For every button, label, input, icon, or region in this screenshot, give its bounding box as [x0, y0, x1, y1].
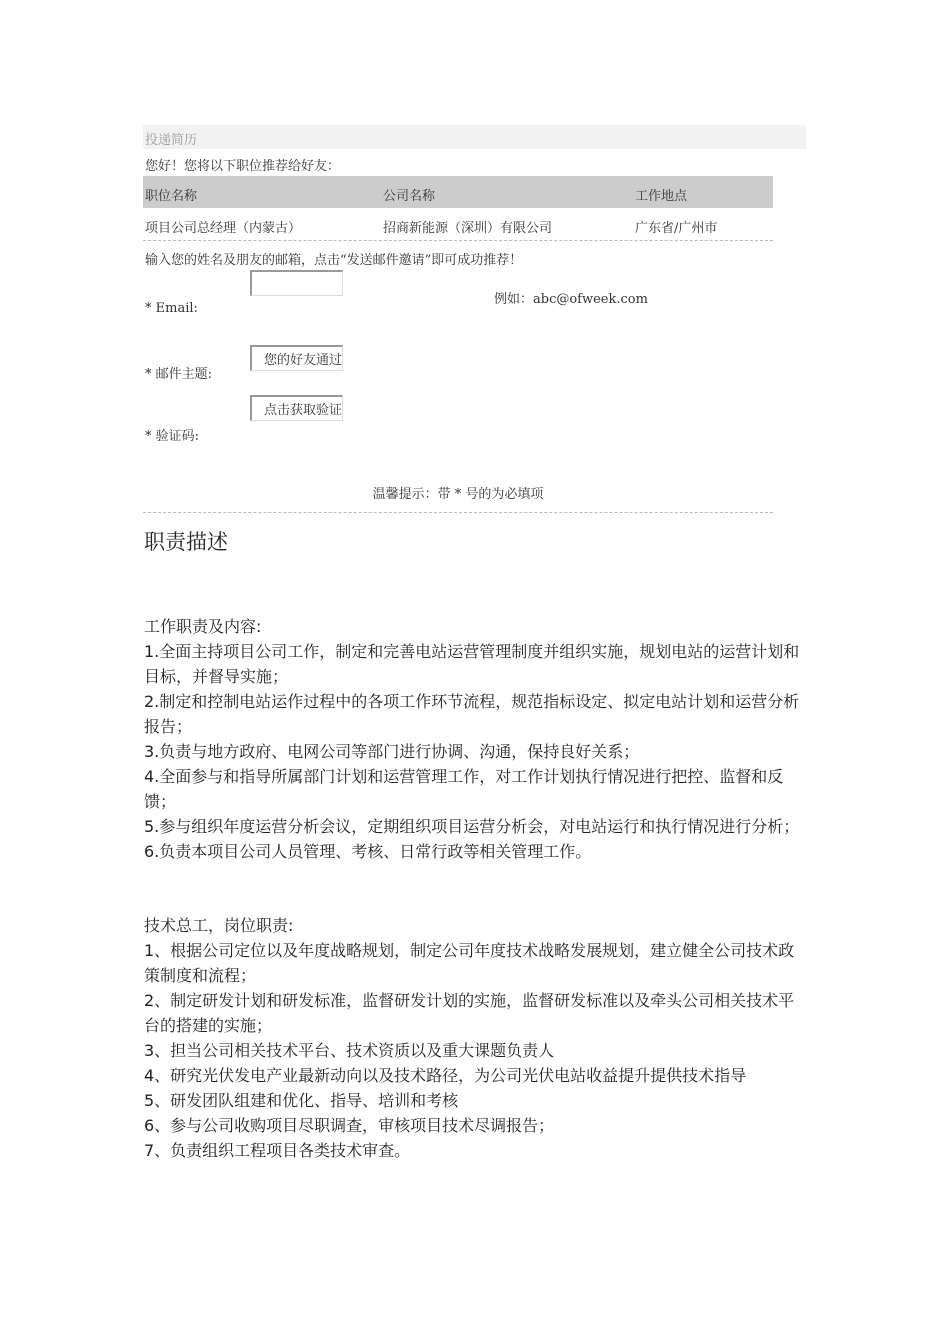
section-title: 职责描述: [144, 530, 228, 554]
table-header-row: [143, 176, 773, 208]
list-item: 7、负责组织工程项目各类技术审查。: [144, 1141, 411, 1160]
subject-input[interactable]: 您的好友通过: [250, 345, 343, 371]
email-label: * Email:: [145, 301, 198, 316]
cell-job-title: 项目公司总经理（内蒙古）: [145, 221, 302, 236]
captcha-input[interactable]: 点击获取验证: [250, 395, 343, 421]
list-item: 2.制定和控制电站运作过程中的各项工作环节流程，规范指标设定、拟定电站计划和运营分析报告；: [144, 692, 800, 736]
header-title: 投递简历: [145, 133, 198, 148]
list-item: 5.参与组织年度运营分析会议，定期组织项目运营分析会，对电站运行和执行情况进行分析；: [144, 817, 800, 836]
list-item: 2、制定研发计划和研发标准，监督研发计划的实施，监督研发标准以及牵头公司相关技术平台的搭建的实施；: [144, 991, 795, 1035]
tech-section: [144, 913, 804, 1163]
list-item: 6.负责本项目公司人员管理、考核、日常行政等相关管理工作。: [144, 842, 592, 861]
required-reminder: 温馨提示：带 * 号的为必填项: [372, 487, 544, 502]
list-item: 4、研究光伏发电产业最新动向以及技术路径，为公司光伏电站收益提升提供技术指导: [144, 1066, 747, 1085]
list-item: 5、研发团队组建和优化、指导、培训和考核: [144, 1091, 459, 1110]
cell-location: 广东省/广州市: [635, 221, 718, 236]
duties-heading: 工作职责及内容:: [144, 617, 262, 636]
job-table: [143, 176, 773, 241]
divider: [143, 512, 773, 513]
divider: [143, 240, 773, 241]
header-bar: [143, 125, 806, 149]
list-item: 1、根据公司定位以及年度战略规划，制定公司年度技术战略发展规划，建立健全公司技术政策制度和流程；: [144, 941, 795, 985]
email-input[interactable]: [250, 270, 343, 296]
list-item: 6、参与公司收购项目尽职调查，审核项目技术尽调报告；: [144, 1116, 555, 1135]
email-example: 例如：abc@ofweek.com: [494, 292, 648, 307]
instruction-text: 输入您的姓名及朋友的邮箱，点击“发送邮件邀请”即可成功推荐！: [145, 253, 523, 268]
list-item: 1.全面主持项目公司工作，制定和完善电站运营管理制度并组织实施，规划电站的运营计划和目标，并督导实施；: [144, 642, 800, 686]
list-item: 3.负责与地方政府、电网公司等部门进行协调、沟通，保持良好关系；: [144, 742, 640, 761]
greeting-text: 您好！您将以下职位推荐给好友：: [145, 159, 341, 174]
captcha-label: * 验证码:: [145, 429, 200, 444]
list-item: 4.全面参与和指导所属部门计划和运营管理工作，对工作计划执行情况进行把控、监督和反馈；: [144, 767, 784, 811]
header-job-title: 职位名称: [145, 189, 198, 204]
subject-label: * 邮件主题:: [145, 367, 213, 382]
cell-company: 招商新能源（深圳）有限公司: [383, 221, 553, 236]
list-item: 3、担当公司相关技术平台、技术资质以及重大课题负责人: [144, 1041, 555, 1060]
duties-section: [144, 614, 804, 864]
tech-heading: 技术总工，岗位职责:: [144, 916, 294, 935]
header-location: 工作地点: [635, 189, 688, 204]
table-row: [143, 208, 773, 240]
header-company: 公司名称: [383, 189, 436, 204]
